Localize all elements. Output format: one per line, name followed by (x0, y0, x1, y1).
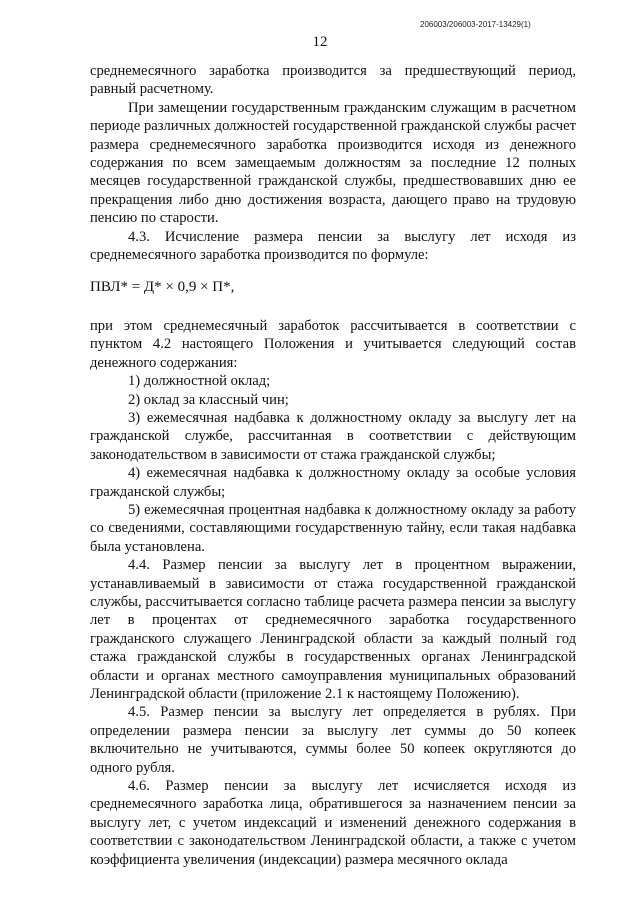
list-item: 1) должностной оклад; (128, 373, 271, 390)
paragraph-4-6: 4.6. Размер пенсии за выслугу лет исчисляется исходя из среднемесячного заработка лица, обратившегося за назначением пенсии за выслугу лет, с учетом индексаций и изменений денежного содержания в соответствии с законодательством Ленинградской области, а также с учетом коэффициента увеличения (индексации) размера месячного оклада (90, 778, 576, 868)
list-item: 2) оклад за классный чин; (128, 391, 289, 408)
paragraph: при этом среднемесячный заработок рассчитывается в соответствии с пунктом 4.2 настоящего Положения и учитывается следующий состав денежного содержания: (90, 317, 576, 371)
document-body (90, 62, 576, 869)
paragraph: среднемесячного заработка производится за предшествующий период, равный расчетному. (90, 63, 576, 98)
page-number: 12 (312, 34, 328, 50)
paragraph-4-3: 4.3. Исчисление размера пенсии за выслугу лет исходя из среднемесячного заработка производится по формуле: (90, 228, 576, 264)
list-item: 3) ежемесячная надбавка к должностному окладу за выслугу лет на гражданской службе, рассчитанная в соответствии с действующим законодательством в зависимости от стажа гражданской службы; (90, 409, 576, 463)
paragraph: При замещении государственным гражданским служащим в расчетном периоде различных должностей государственной гражданской службы расчет размера среднемесячного заработка производится исходя из денежного содержания по всем замещаемым должностям за последние 12 полных месяцев государственной гражданской службы, предшествовавших дню ее прекращения либо дню достижения возраста, дающего право на трудовую пенсию по старости. (90, 99, 576, 227)
paragraph-4-4: 4.4. Размер пенсии за выслугу лет в процентном выражении, устанавливаемый в зависимости от стажа государственной гражданской службы, рассчитывается согласно таблице расчета размера пенсии за выслугу лет в процентах от среднемесячного заработка государственного гражданского служащего Ленинградской области за каждый полный год стажа гражданской службы в государственных органах Ленинградской области и органах местного самоуправления муниципальных образований Ленинградской области (приложение 2.1 к настоящему Положению). (90, 557, 576, 702)
list-item: 5) ежемесячная процентная надбавка к должностному окладу за работу со сведениями, составляющими государственную тайну, если такая надбавка была установлена. (90, 501, 576, 555)
paragraph-4-5: 4.5. Размер пенсии за выслугу лет определяется в рублях. При определении размера пенсии за выслугу лет суммы до 50 копеек включительно не учитываются, суммы более 50 копеек округляются до одного рубля. (90, 704, 576, 776)
document-id: 206003/206003-2017-13429(1) (420, 20, 531, 29)
formula: ПВЛ* = Д* × 0,9 × П*, (90, 279, 235, 296)
list-item: 4) ежемесячная надбавка к должностному окладу за особые условия гражданской службы; (90, 465, 576, 500)
